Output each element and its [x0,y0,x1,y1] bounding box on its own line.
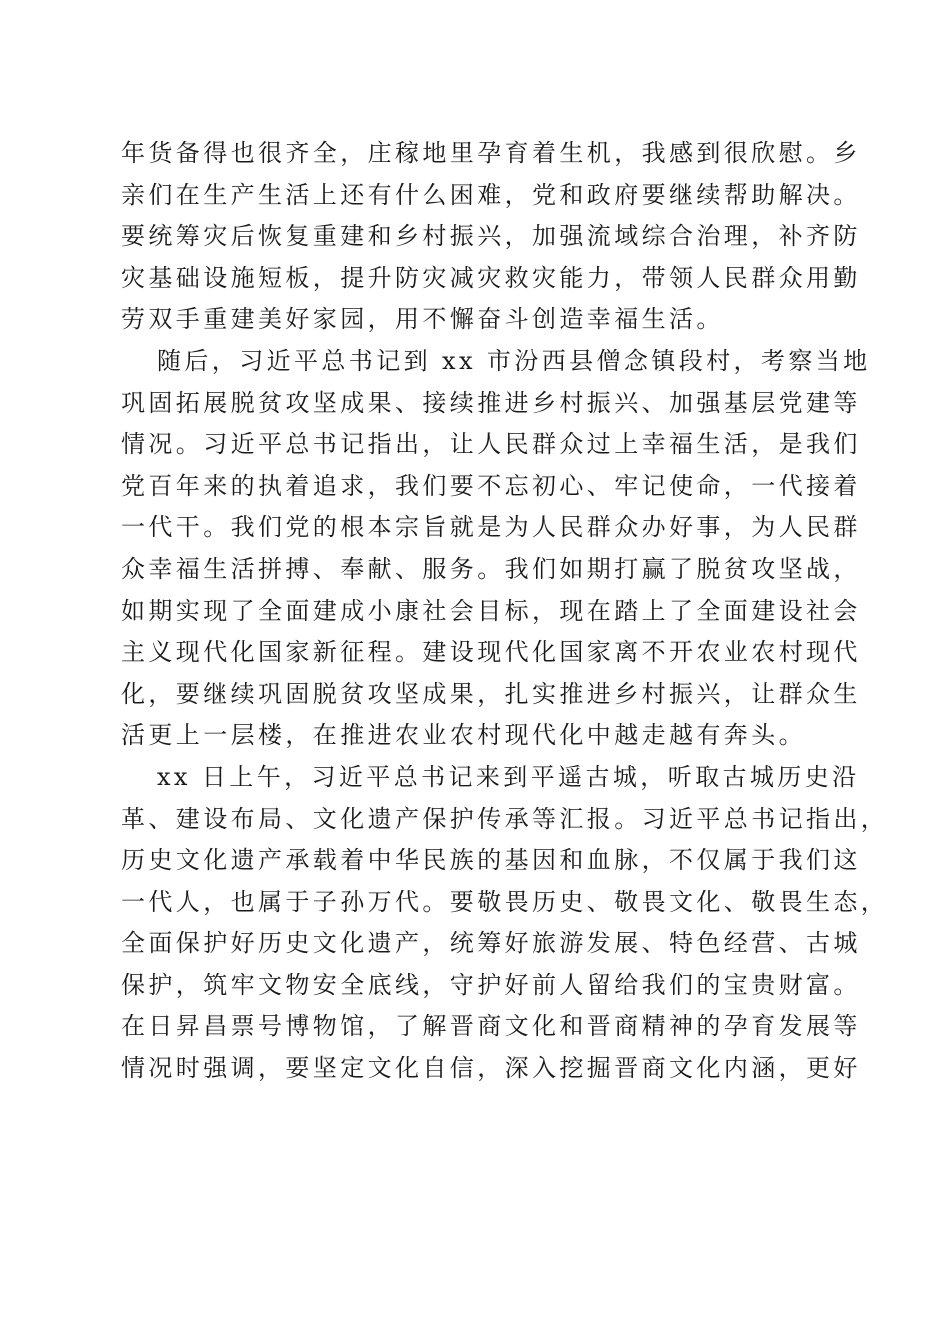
text-line: 灾基础设施短板，提升防灾减灾救灾能力，带领人民群众用勤 [121,263,861,292]
text-line: 化，要继续巩固脱贫攻坚成果，扎实推进乡村振兴，让群众生 [121,679,861,708]
paragraph-first-line: 随后，习近平总书记到 xx 市汾西县僧念镇段村，考察当地 [157,346,871,375]
text-line: 如期实现了全面建成小康社会目标，现在踏上了全面建设社会 [121,596,861,625]
text-line: 亲们在生产生活上还有什么困难，党和政府要继续帮助解决。 [121,180,861,209]
text-line: 要统筹灾后恢复重建和乡村振兴，加强流域综合治理，补齐防 [121,222,861,251]
text-line: 保护，筑牢文物安全底线，守护好前人留给我们的宝贵财富。 [121,970,861,999]
text-line: 情况。习近平总书记指出，让人民群众过上幸福生活，是我们 [121,430,861,459]
text-line: 情况时强调，要坚定文化自信，深入挖掘晋商文化内涵，更好 [121,1054,861,1083]
text-line: 党百年来的执着追求，我们要不忘初心、牢记使命，一代接着 [121,471,861,500]
text-line: 年货备得也很齐全，庄稼地里孕育着生机，我感到很欣慰。乡 [121,139,861,167]
text-line: 主义现代化国家新征程。建设现代化国家离不开农业农村现代 [121,638,861,667]
text-line: 劳双手重建美好家园，用不懈奋斗创造幸福生活。 [121,305,724,334]
body-text [121,133,889,1090]
text-line: 一代人，也属于子孙万代。要敬畏历史、敬畏文化、敬畏生态， [121,887,889,916]
text-line: 历史文化遗产承载着中华民族的基因和血脉，不仅属于我们这 [121,846,861,875]
text-line: 全面保护好历史文化遗产，统筹好旅游发展、特色经营、古城 [121,929,861,958]
text-line: 一代干。我们党的根本宗旨就是为人民群众办好事，为人民群 [121,513,861,542]
text-line: 活更上一层楼，在推进农业农村现代化中越走越有奔头。 [121,721,806,750]
text-line: 革、建设布局、文化遗产保护传承等汇报。习近平总书记指出， [121,804,889,833]
text-line: 众幸福生活拼搏、奉献、服务。我们如期打赢了脱贫攻坚战， [121,554,861,583]
text-line: 巩固拓展脱贫攻坚成果、接续推进乡村振兴、加强基层党建等 [121,388,861,417]
text-line: 在日昇昌票号博物馆，了解晋商文化和晋商精神的孕育发展等 [121,1012,861,1041]
paragraph-first-line: xx 日上午，习近平总书记来到平遥古城，听取古城历史沿 [157,762,860,791]
